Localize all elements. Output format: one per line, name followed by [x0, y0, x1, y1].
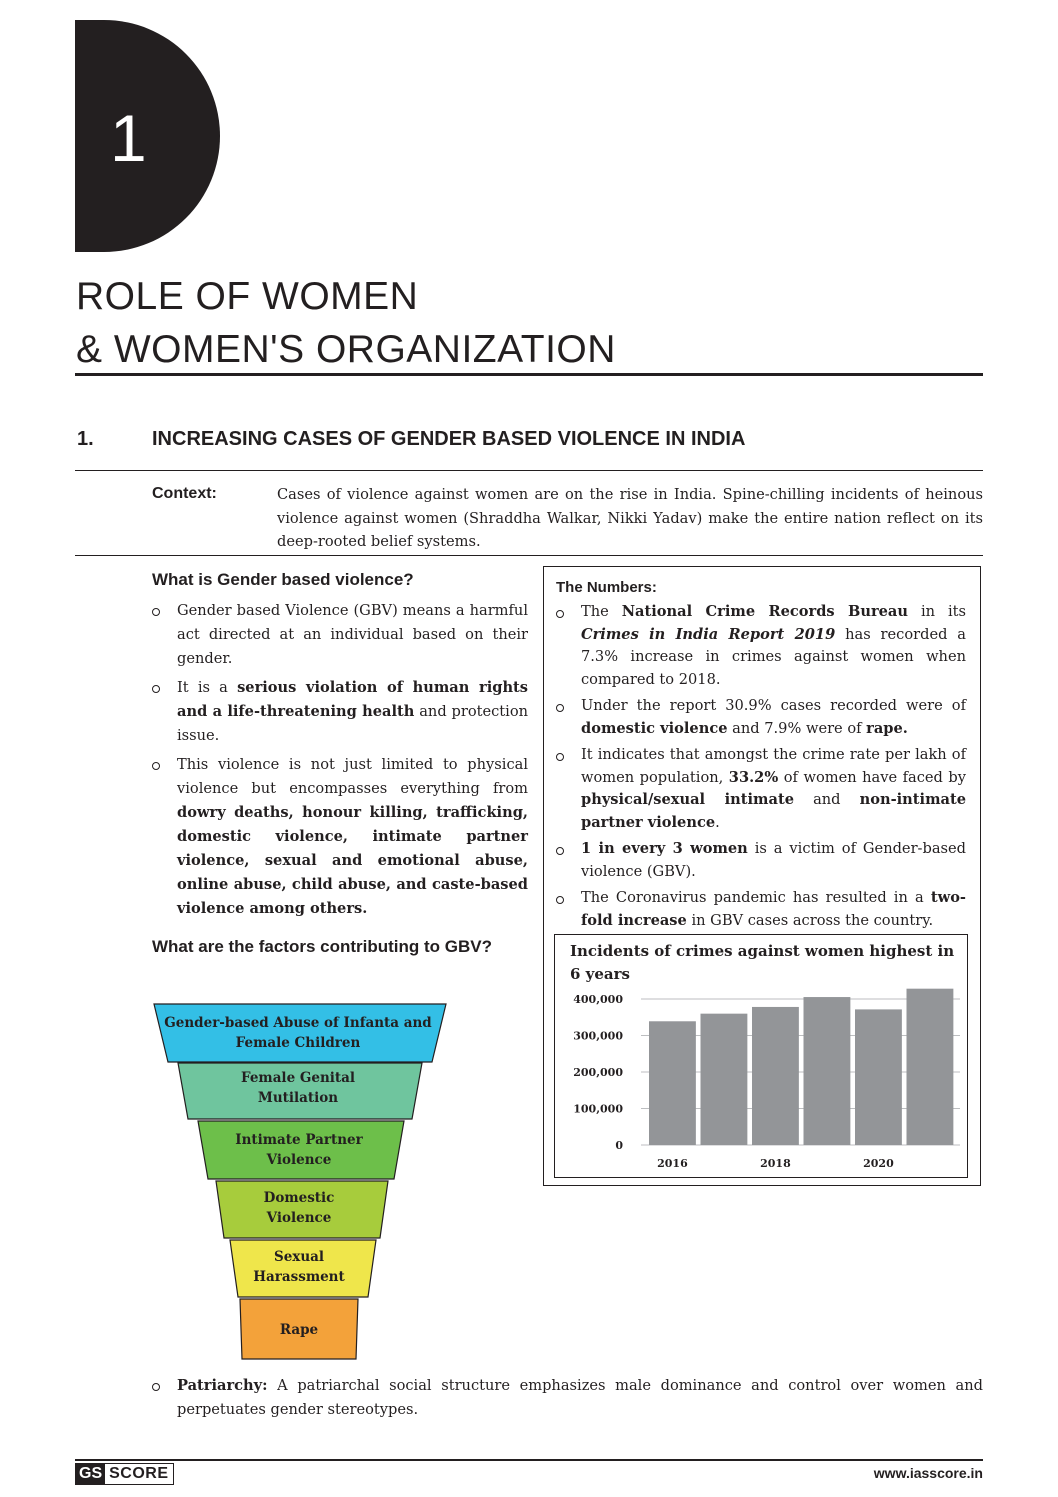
logo-gs: GS: [76, 1464, 105, 1484]
section-divider-bottom: [75, 555, 983, 556]
gbv-funnel-diagram: [150, 1000, 450, 1362]
bar: [701, 1014, 748, 1145]
bullet-icon: [556, 610, 564, 618]
crimes-bar-chart: [555, 985, 967, 1175]
section-title: INCREASING CASES OF GENDER BASED VIOLENCE IN INDIA: [152, 428, 746, 450]
footer-url[interactable]: www.iasscore.in: [873, 1465, 983, 1481]
bullet-icon: [152, 608, 160, 616]
chart-title: Incidents of crimes against women highest in 6 years: [570, 942, 955, 983]
list-item: The National Crime Records Bureau in its Crimes in India Report 2019 has recorded a 7.3% increase in crimes against women when compared to 2018.: [556, 601, 966, 691]
bar: [752, 1007, 799, 1145]
funnel-label-intimate-partner: Intimate Partner Violence: [235, 1132, 363, 1168]
x-tick-label: 2016: [657, 1157, 688, 1170]
x-tick-label: 2020: [863, 1157, 894, 1170]
numbers-heading: The Numbers:: [556, 579, 657, 596]
bullet-icon: [556, 896, 564, 904]
x-tick-label: 2018: [760, 1157, 791, 1170]
footer-divider: [75, 1459, 983, 1461]
patriarchy-list: [152, 1374, 983, 1422]
gbv-heading: What is Gender based violence?: [152, 570, 414, 589]
funnel-label-fgm: Female Genital Mutilation: [240, 1070, 356, 1106]
funnel-label-infant-abuse: Gender-based Abuse of Infanta and Female Children: [164, 1015, 432, 1051]
bar: [649, 1021, 696, 1145]
chapter-title-line1: ROLE OF WOMEN: [76, 275, 419, 318]
list-item: It indicates that amongst the crime rate per lakh of women population, 33.2% of women have faced by physical/sexual intimate and non-intimate partner violence.: [556, 744, 966, 834]
funnel-label-rape: Rape: [279, 1322, 319, 1338]
title-divider: [75, 373, 983, 376]
patriarchy-section: [152, 1374, 983, 1427]
chapter-title-line2: & WOMEN'S ORGANIZATION: [76, 328, 616, 371]
bar: [804, 997, 851, 1145]
factors-section: [152, 935, 532, 959]
chapter-number: 1: [110, 101, 147, 175]
bullet-icon: [556, 704, 564, 712]
list-item: 1 in every 3 women is a victim of Gender-based violence (GBV).: [556, 838, 966, 883]
logo-score: SCORE: [109, 1465, 169, 1482]
chapter-tab: [75, 20, 220, 252]
funnel-label-domestic: Domestic Violence: [263, 1190, 335, 1226]
funnel-label-sexual-harassment: Sexual Harassment: [253, 1249, 345, 1285]
gbv-list: [152, 599, 528, 921]
y-tick-label: 100,000: [573, 1102, 623, 1116]
context-text: Cases of violence against women are on the rise in India. Spine-chilling incidents of heinous violence against women (Shraddha Walkar, Nikki Yadav) make the entire nation reflect on its deep-rooted belief systems.: [277, 486, 983, 550]
list-item: Gender based Violence (GBV) means a harmful act directed at an individual based on their gender.: [152, 599, 528, 671]
bullet-icon: [152, 762, 160, 770]
bar: [907, 989, 954, 1145]
y-tick-label: 200,000: [573, 1066, 623, 1079]
numbers-list: [556, 601, 966, 932]
bullet-icon: [152, 685, 160, 693]
y-tick-label: 400,000: [573, 993, 623, 1006]
section-number: 1.: [77, 428, 94, 450]
bullet-icon: [556, 753, 564, 761]
list-item: Under the report 30.9% cases recorded were of domestic violence and 7.9% were of rape.: [556, 695, 966, 740]
numbers-section: [556, 577, 966, 936]
y-tick-label: 300,000: [573, 1029, 623, 1043]
list-item: The Coronavirus pandemic has resulted in a two-fold increase in GBV cases across the country.: [556, 887, 966, 932]
gbv-section: [152, 568, 528, 926]
list-item: This violence is not just limited to physical violence but encompasses everything from dowry deaths, honour killing, trafficking, domestic violence, intimate partner violence, sexual and emotional abuse, online abuse, child abuse, and caste-based violence among others.: [152, 753, 528, 921]
bullet-icon: [556, 847, 564, 855]
list-item: Patriarchy: A patriarchal social structure emphasizes male dominance and control over women and perpetuates gender stereotypes.: [152, 1374, 983, 1422]
list-item: It is a serious violation of human rights and a life-threatening health and protection issue.: [152, 676, 528, 748]
section-divider-top: [75, 470, 983, 471]
gs-score-logo: [75, 1463, 174, 1485]
context-label: Context:: [152, 485, 217, 502]
y-tick-label: 0: [615, 1139, 623, 1152]
bullet-icon: [152, 1383, 160, 1391]
factors-heading: What are the factors contributing to GBV?: [152, 937, 493, 956]
bar: [855, 1009, 902, 1145]
